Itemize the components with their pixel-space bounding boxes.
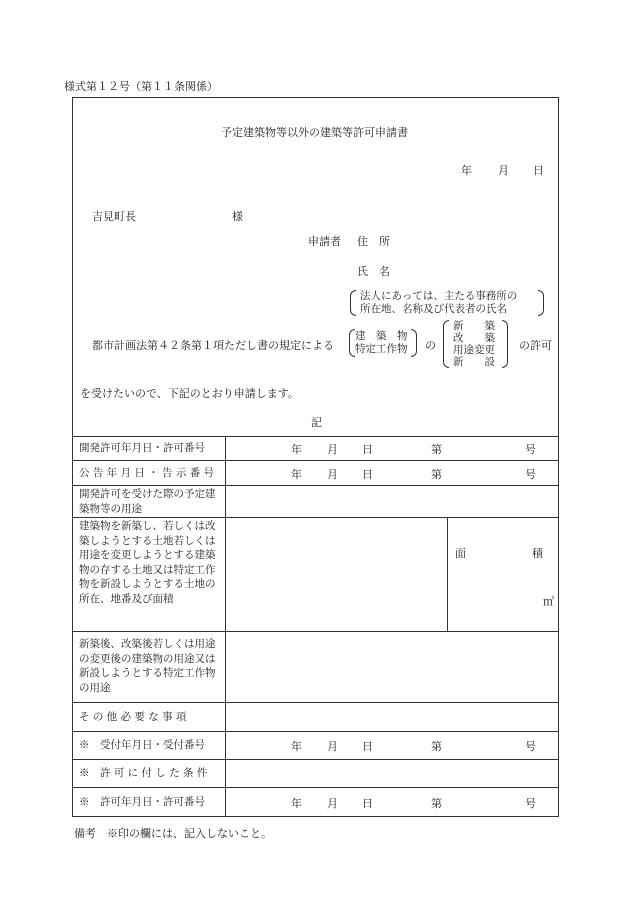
- form-title: 予定建築物等以外の建築等許可申請書: [221, 126, 408, 139]
- form-number: 様式第１２号（第１１条関係）: [64, 80, 218, 93]
- name-label: 氏 名: [357, 265, 390, 278]
- applicant-label: 申請者: [308, 235, 341, 248]
- row-label-conditions: ※ 許 可 に 付 し た 条 件: [79, 767, 208, 779]
- action-close-bracket: [502, 320, 508, 368]
- dev-permit-month: 月: [327, 443, 338, 456]
- row-divider: [72, 731, 559, 732]
- action-open-bracket: [443, 320, 449, 368]
- type-specified-structure: 特定工作物: [355, 343, 408, 355]
- permit-go: 号: [525, 797, 536, 810]
- dev-permit-dai: 第: [431, 443, 442, 456]
- row-label-receipt: ※ 受付年月日・受付番号: [79, 739, 205, 751]
- date-year-label: 年: [461, 164, 472, 177]
- law-text-suffix: の許可: [519, 339, 552, 352]
- permit-dai: 第: [431, 797, 442, 810]
- row-divider: [72, 787, 559, 788]
- row-label-other: そ の 他 必 要 な 事 項: [79, 711, 187, 723]
- date-day-label: 日: [533, 164, 544, 177]
- row-divider: [72, 485, 559, 486]
- dev-permit-day: 日: [362, 443, 373, 456]
- notice-dai: 第: [431, 468, 442, 481]
- row-label-permit: ※ 許可年月日・許可番号: [79, 796, 205, 808]
- table-top-border: [72, 436, 559, 437]
- dev-permit-year: 年: [291, 443, 302, 456]
- action-new: 新 築: [453, 320, 495, 332]
- row-label-dev-permit: 開発許可年月日・許可番号: [79, 442, 205, 454]
- permit-month: 月: [327, 797, 338, 810]
- law-text-particle: の: [425, 339, 436, 352]
- corp-note-line1: 法人にあっては、主たる事務所の: [360, 290, 518, 302]
- action-new-install: 新 設: [453, 356, 495, 368]
- row-label-land-location: 建築物を新築し、若しくは改築しようとする土地若しくは用途を変更しようとする建築物の存する土地又は特定工作物を新設しようとする土地の所在、地番及び面積: [79, 520, 216, 605]
- action-use-change: 用途変更: [453, 344, 495, 356]
- receipt-go: 号: [525, 740, 536, 753]
- receipt-dai: 第: [431, 740, 442, 753]
- action-rebuild: 改 築: [453, 332, 495, 344]
- type-close-bracket: [411, 329, 417, 357]
- notice-month: 月: [327, 468, 338, 481]
- corp-note-open-bracket: [350, 290, 356, 316]
- corp-note-line2: 所在地、名称及び代表者の氏名: [360, 303, 507, 315]
- receipt-year: 年: [291, 740, 302, 753]
- row-divider: [72, 759, 559, 760]
- remarks-note: 備考 ※印の欄には、記入しないこと。: [74, 827, 272, 840]
- ki-label: 記: [311, 416, 322, 429]
- row-label-planned-use: 開発許可を受けた際の予定建築物等の用途: [79, 488, 216, 515]
- row-divider: [72, 460, 559, 461]
- date-month-label: 月: [498, 164, 509, 177]
- notice-day: 日: [362, 468, 373, 481]
- row-divider: [72, 702, 559, 703]
- permit-day: 日: [362, 797, 373, 810]
- notice-year: 年: [291, 468, 302, 481]
- area-column-divider: [447, 517, 448, 631]
- dev-permit-go: 号: [525, 443, 536, 456]
- receipt-month: 月: [327, 740, 338, 753]
- receipt-day: 日: [362, 740, 373, 753]
- application-form: [72, 97, 559, 817]
- law-text-prefix: 都市計画法第４２条第１項ただし書の規定による: [92, 339, 334, 352]
- row-label-new-use: 新築後、改築後若しくは用途の変更後の建築物の用途又は新設しようとする特定工作物の用途: [79, 638, 216, 694]
- type-building: 建 築 物: [355, 330, 408, 342]
- row-divider: [72, 517, 559, 518]
- law-text-continuation: を受けたいので、下記のとおり申請します。: [80, 387, 299, 400]
- addressee-name: 吉見町長: [92, 210, 136, 223]
- area-unit: ㎡: [543, 595, 554, 608]
- area-label: 面 積: [455, 547, 543, 560]
- address-label: 住 所: [357, 235, 390, 248]
- addressee-honorific: 様: [232, 210, 243, 223]
- column-divider: [225, 436, 226, 817]
- row-label-notice: 公 告 年 月 日 ・ 告 示 番 号: [79, 467, 215, 479]
- permit-year: 年: [291, 797, 302, 810]
- corp-note-close-bracket: [538, 290, 544, 316]
- row-divider: [72, 631, 559, 632]
- notice-go: 号: [525, 468, 536, 481]
